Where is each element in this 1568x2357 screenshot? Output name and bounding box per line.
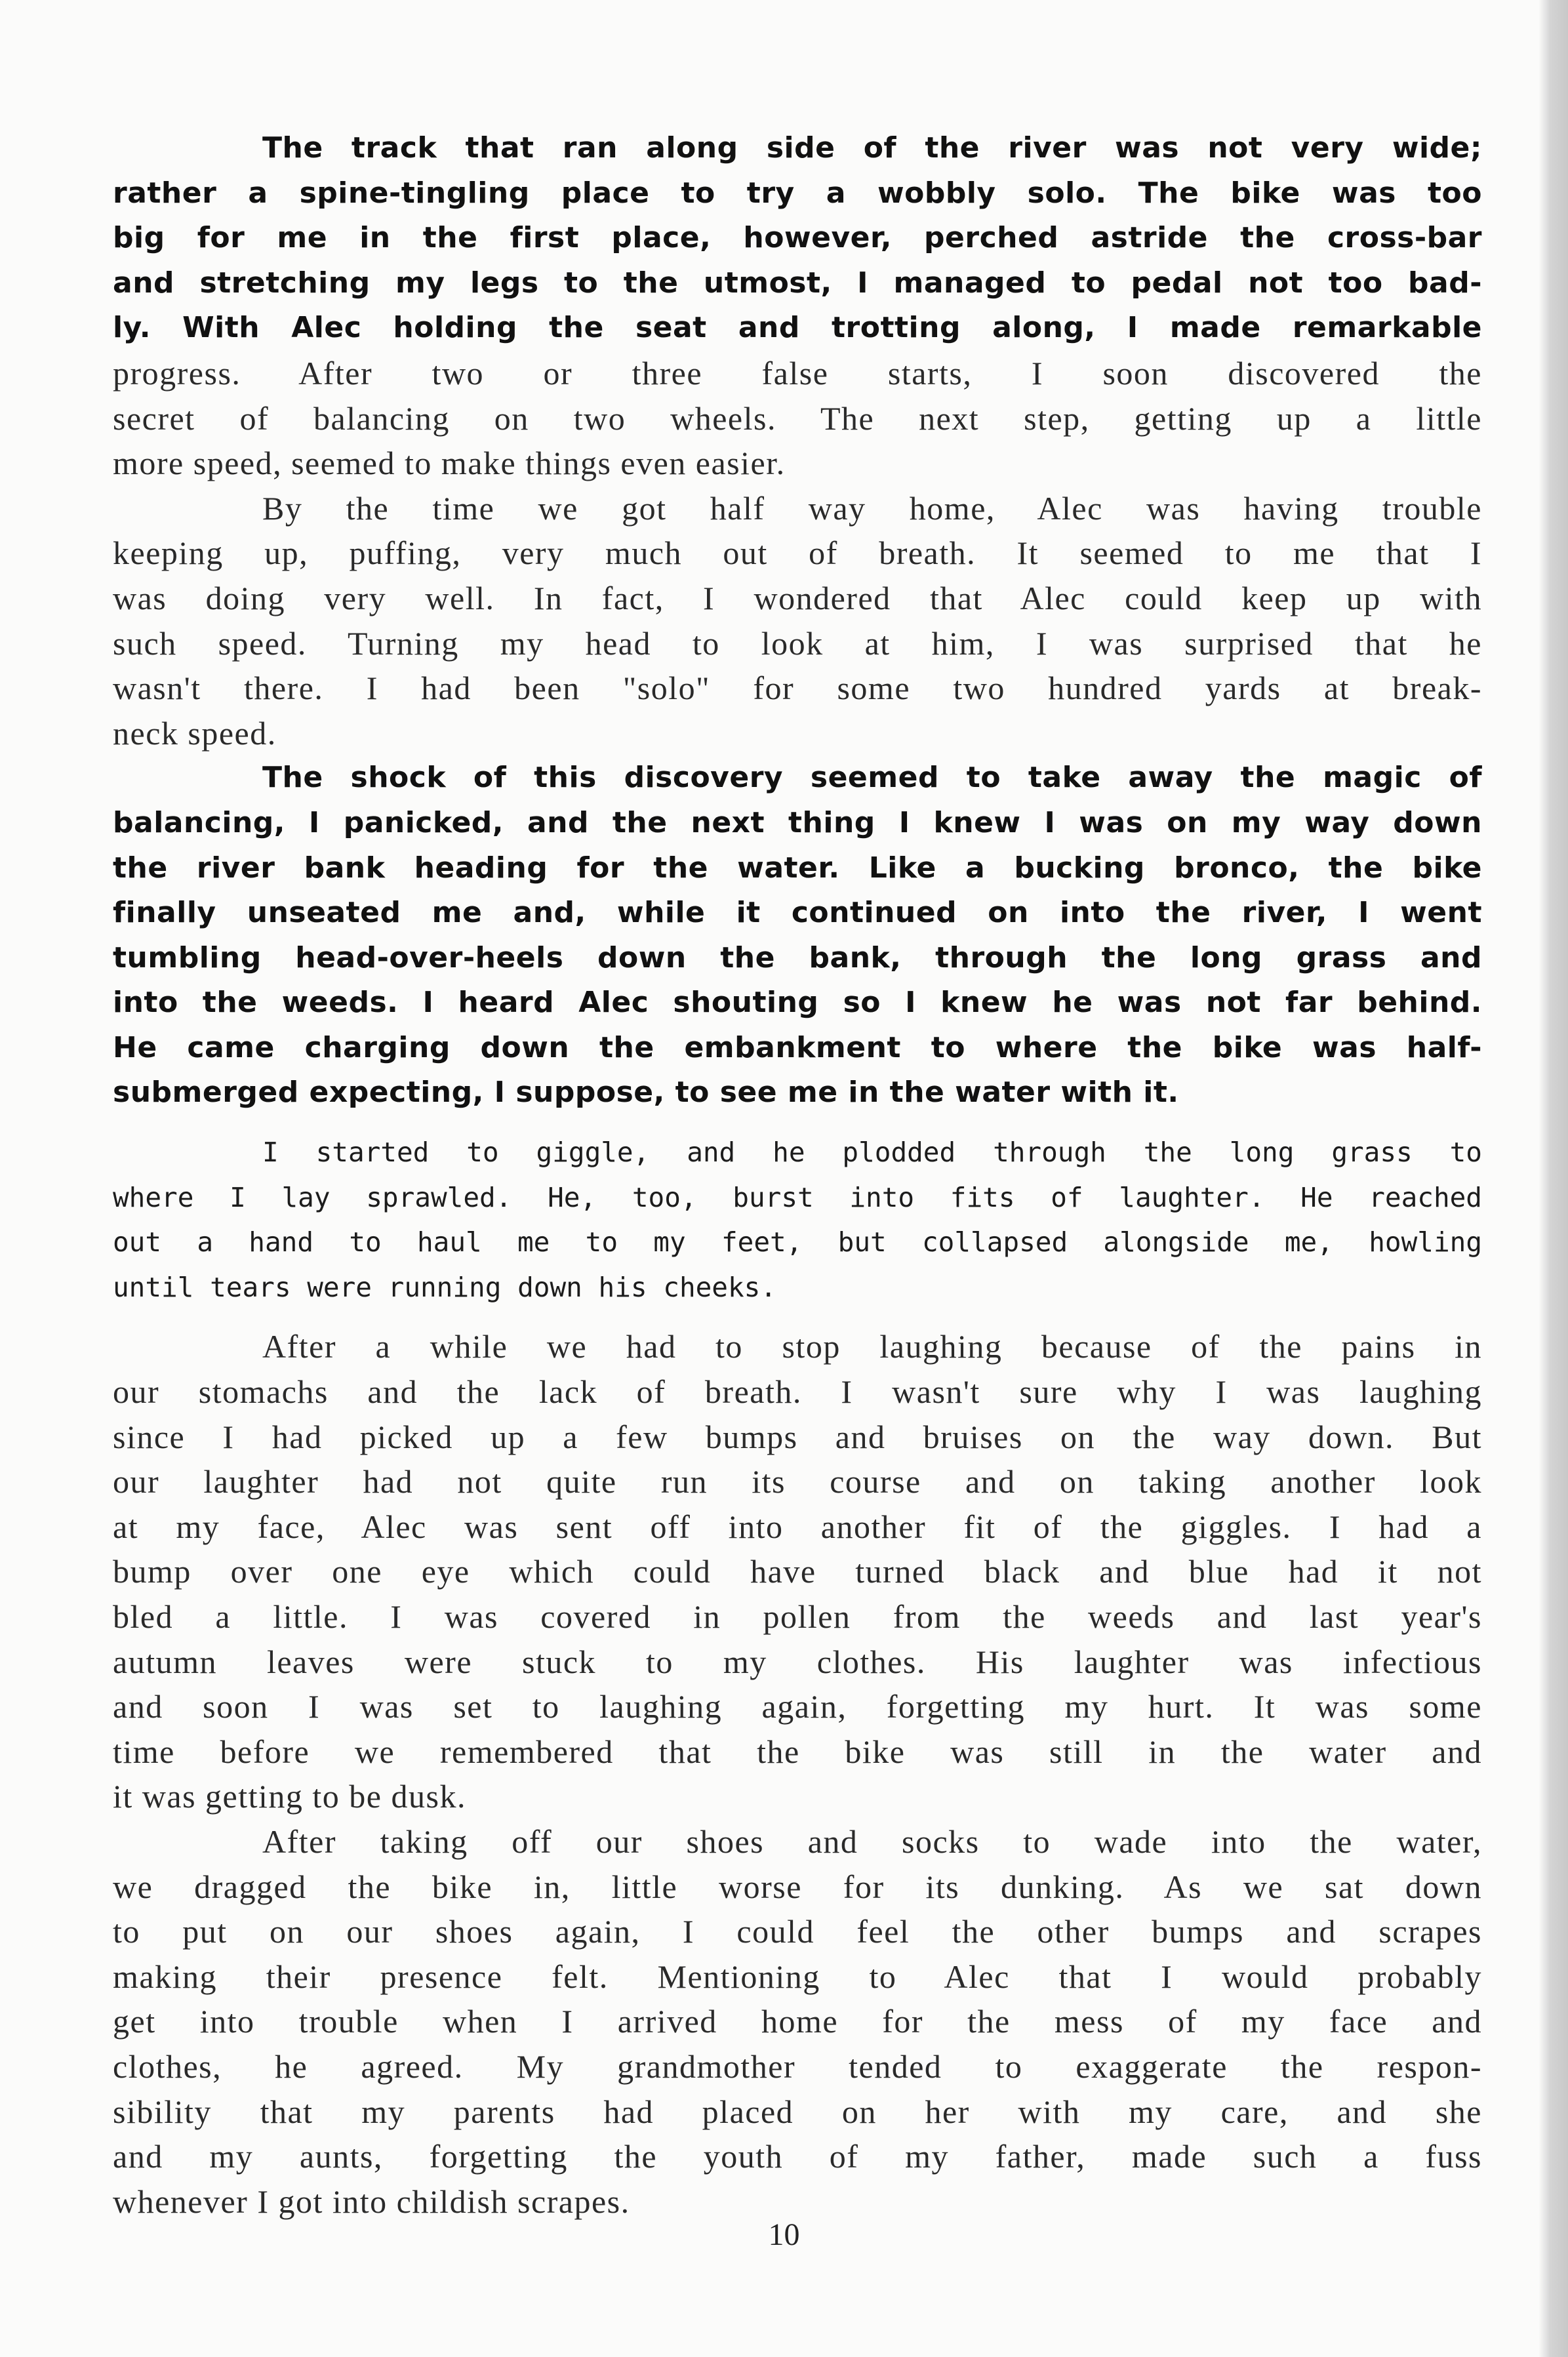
- text-line: we dragged the bike in, little worse for its dunking. As we sat down: [113, 1868, 1482, 1905]
- text-line: tumbling head-over-heels down the bank, through the long grass and: [113, 940, 1482, 975]
- text-line: where I lay sprawled. He, too, burst into fits of laughter. He reached: [113, 1181, 1482, 1213]
- text-line: it was getting to be dusk.: [113, 1778, 466, 1815]
- text-line: since I had picked up a few bumps and bruises on the way down. But: [113, 1418, 1482, 1455]
- text-line: until tears were running down his cheeks.: [113, 1271, 777, 1303]
- text-line: making their presence felt. Mentioning to Alec that I would probably: [113, 1958, 1482, 1995]
- text-line: bump over one eye which could have turned black and blue had it not: [113, 1553, 1482, 1590]
- text-line: whenever I got into childish scrapes.: [113, 2183, 630, 2220]
- text-line: After taking off our shoes and socks to wade into the water,: [262, 1823, 1482, 1860]
- text-line: the river bank heading for the water. Like a bucking bronco, the bike: [113, 851, 1482, 885]
- text-line: submerged expecting, I suppose, to see me in the water with it.: [113, 1076, 1179, 1110]
- text-line: our laughter had not quite run its course and on taking another look: [113, 1463, 1482, 1501]
- text-line: ly. With Alec holding the seat and trotting along, I made remarkable: [113, 311, 1482, 345]
- text-line: clothes, he agreed. My grandmother tended to exaggerate the respon-: [113, 2047, 1482, 2085]
- text-line: out a hand to haul me to my feet, but collapsed alongside me, howling: [113, 1226, 1482, 1259]
- text-line: big for me in the first place, however, perched astride the cross-bar: [113, 221, 1482, 255]
- text-line: He came charging down the embankment to where the bike was half-: [113, 1030, 1482, 1064]
- text-line: progress. After two or three false starts, I soon discovered the: [113, 354, 1482, 392]
- text-line: get into trouble when I arrived home for the mess of my face and: [113, 2003, 1482, 2040]
- text-line: and soon I was set to laughing again, forgetting my hurt. It was some: [113, 1688, 1482, 1725]
- text-line: sibility that my parents had placed on her with my care, and she: [113, 2093, 1482, 2130]
- text-line: By the time we got half way home, Alec was having trouble: [262, 489, 1482, 527]
- paragraph: [113, 486, 1482, 756]
- text-line: The track that ran along side of the river was not very wide;: [262, 131, 1482, 165]
- text-line: and my aunts, forgetting the youth of my father, made such a fuss: [113, 2138, 1482, 2175]
- paragraph: [113, 755, 1482, 1116]
- document-body: [113, 126, 1482, 2224]
- page-number: 10: [768, 2217, 800, 2252]
- text-line: such speed. Turning my head to look at him, I was surprised that he: [113, 624, 1482, 662]
- scan-edge-shadow: [1538, 0, 1568, 2357]
- text-line: and stretching my legs to the utmost, I managed to pedal not too bad-: [113, 266, 1482, 300]
- text-line: secret of balancing on two wheels. The next step, getting up a little: [113, 399, 1482, 437]
- text-line: The shock of this discovery seemed to take away the magic of: [262, 761, 1482, 795]
- text-line: our stomachs and the lack of breath. I wasn't sure why I was laughing: [113, 1373, 1482, 1411]
- text-line: rather a spine-tingling place to try a wobbly solo. The bike was too: [113, 176, 1482, 210]
- text-line: bled a little. I was covered in pollen from the weeds and last year's: [113, 1598, 1482, 1635]
- paragraph: [113, 1130, 1482, 1310]
- text-line: wasn't there. I had been "solo" for some two hundred yards at break-: [113, 670, 1482, 707]
- text-line: autumn leaves were stuck to my clothes. His laughter was infectious: [113, 1643, 1482, 1680]
- text-line: neck speed.: [113, 714, 277, 752]
- text-line: at my face, Alec was sent off into another fit of the giggles. I had a: [113, 1508, 1482, 1545]
- text-line: time before we remembered that the bike was still in the water and: [113, 1733, 1482, 1770]
- text-line: was doing very well. In fact, I wondered that Alec could keep up with: [113, 579, 1482, 616]
- text-line: keeping up, puffing, very much out of breath. It seemed to me that I: [113, 534, 1482, 572]
- text-line: to put on our shoes again, I could feel the other bumps and scrapes: [113, 1913, 1482, 1950]
- text-line: finally unseated me and, while it continued on into the river, I went: [113, 896, 1482, 930]
- text-line: balancing, I panicked, and the next thing I knew I was on my way down: [113, 805, 1482, 839]
- text-line: I started to giggle, and he plodded through the long grass to: [262, 1137, 1482, 1169]
- paragraph: [113, 126, 1482, 351]
- paragraph: [113, 1324, 1482, 1819]
- text-line: After a while we had to stop laughing because of the pains in: [262, 1328, 1482, 1365]
- text-line: into the weeds. I heard Alec shouting so I knew he was not far behind.: [113, 986, 1482, 1020]
- paragraph: [113, 351, 1482, 486]
- text-line: more speed, seemed to make things even easier.: [113, 445, 786, 482]
- paragraph: [113, 1819, 1482, 2224]
